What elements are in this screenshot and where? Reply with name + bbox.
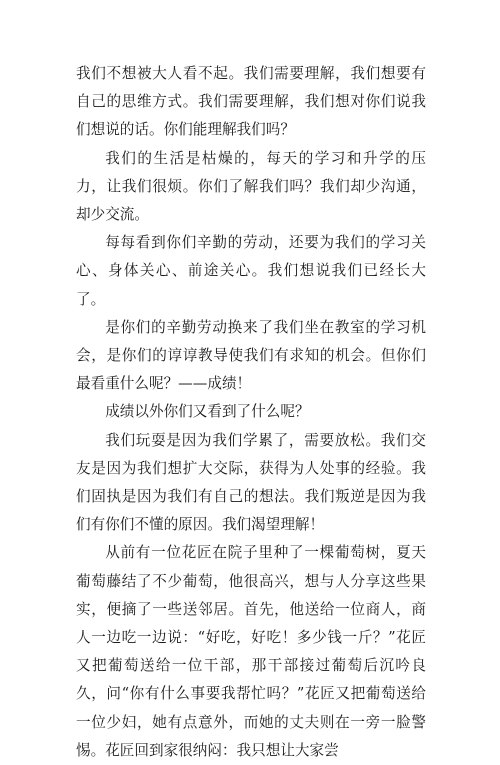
paragraph: 我们的生活是枯燥的，每天的学习和升学的压力，让我们很烦。你们了解我们吗？我们却少沟通，却少交流。 [76, 149, 426, 224]
paragraph: 是你们的辛勤劳动换来了我们坐在教室的学习机会，是你们的谆谆教导使我们有求知的机会。但你们最看重什么呢？——成绩！ [76, 318, 426, 393]
paragraph: 每每看到你们辛勤的劳动，还要为我们的学习关心、身体关心、前途关心。我们想说我们已经长大了。 [76, 234, 426, 308]
paragraph: 成绩以外你们又看到了什么呢？ [105, 403, 310, 421]
paragraph: 从前有一位花匠在院子里种了一棵葡萄树，夏天葡萄藤结了不少葡萄，他很高兴，想与人分享这些果实，便摘了一些送邻居。首先，他送给一位商人，商人一边吃一边说：“好吃，好吃！多少钱一斤？”花匠又把葡萄送给一位干部，那干部接过葡萄后沉吟良久，问“你有什么事要我帮忙吗？”花匠又把葡萄送给一位少妇，她有点意外，而她的丈夫则在一旁一脸警惕。花匠回到家很纳闷：我只想让大家尝 [76, 544, 426, 759]
paragraph: 我们玩耍是因为我们学累了，需要放松。我们交友是因为我们想扩大交际，获得为人处事的经验。我们固执是因为我们有自己的想法。我们叛逆是因为我们有你们不懂的原因。我们渴望理解！ [76, 431, 426, 534]
paragraph: 我们不想被大人看不起。我们需要理解，我们想要有自己的思维方式。我们需要理解，我们想对你们说我们想说的话。你们能理解我们吗？ [76, 65, 426, 139]
document-body [76, 60, 426, 765]
